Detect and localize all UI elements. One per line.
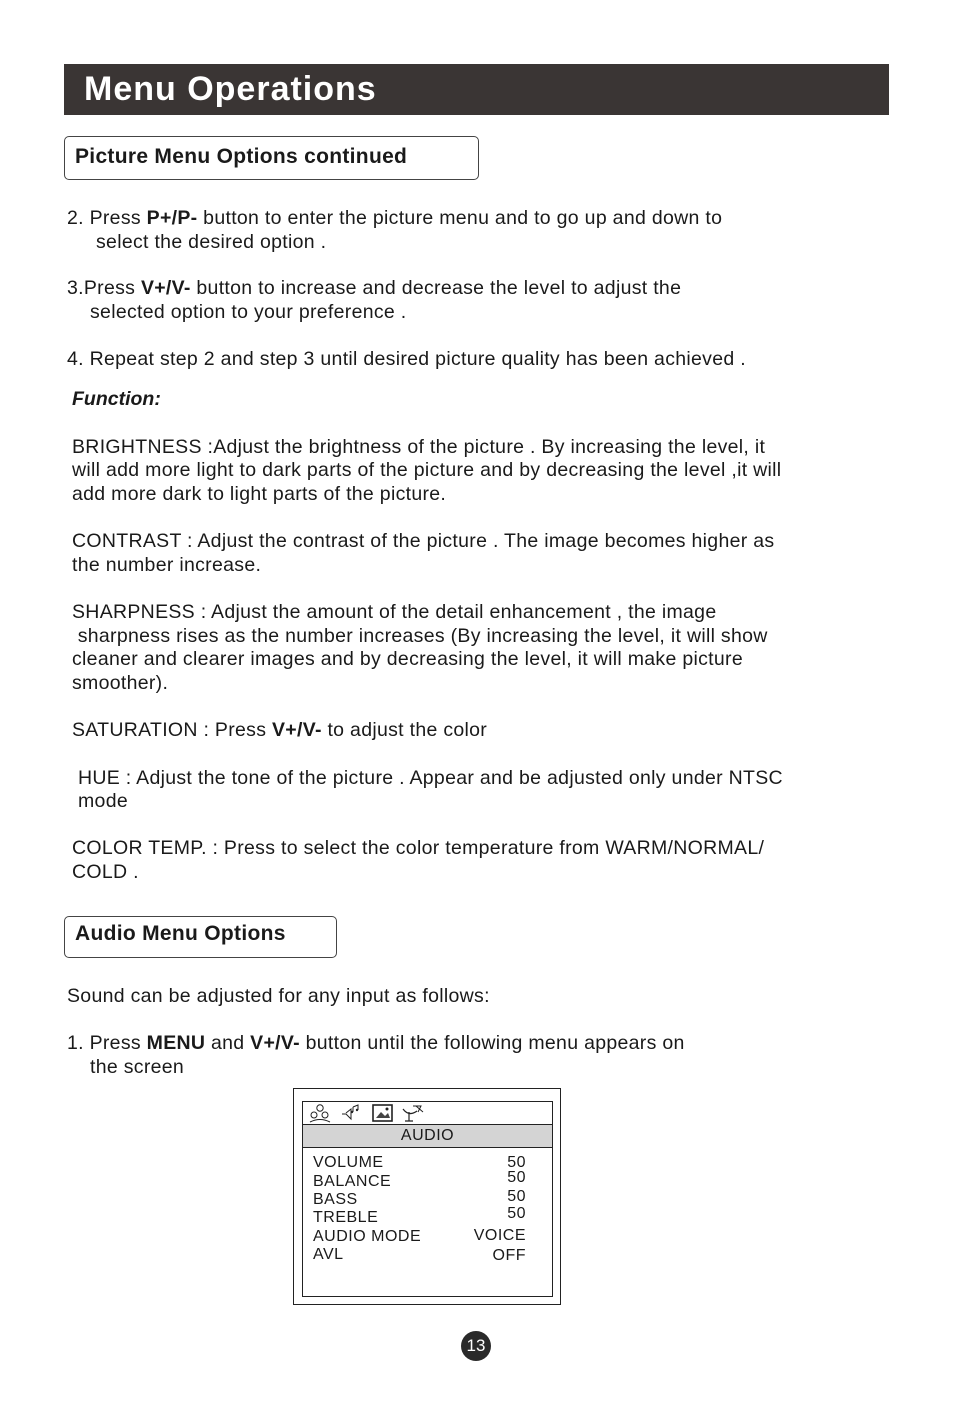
audio-step-1-prefix: 1. Press (67, 1032, 147, 1054)
osd-item-audio-mode-value: VOICE (473, 1227, 526, 1244)
brightness-line-1: BRIGHTNESS :Adjust the brightness of the picture . By increasing the level, it (72, 436, 766, 458)
audio-step-1-key-vol: V+/V- (250, 1032, 300, 1054)
step-3-line-2: selected option to your preference . (90, 301, 407, 323)
osd-item-volume-label: VOLUME (313, 1154, 384, 1171)
audio-step-1-line-2: the screen (90, 1056, 185, 1078)
brightness-line-2: will add more light to dark parts of the picture and by decreasing the level ,it will (72, 459, 782, 481)
contrast-line-1: CONTRAST : Adjust the contrast of the picture . The image becomes higher as (72, 530, 775, 552)
saturation-line (72, 718, 487, 742)
sharpness-line-4: smoother). (72, 672, 169, 694)
step-3-key: V+/V- (140, 277, 191, 299)
osd-item-avl-label: AVL (313, 1246, 344, 1263)
step-3-rest: button to increase and decrease the level to adjust the (190, 277, 682, 299)
saturation-prefix: SATURATION : Press (72, 719, 272, 741)
color-temp-line-1: COLOR TEMP. : Press to select the color temperature from WARM/NORMAL/ (72, 837, 765, 859)
osd-item-treble-label: TREBLE (313, 1209, 379, 1226)
saturation-key: V+/V- (272, 719, 322, 741)
header-banner (64, 64, 889, 115)
page-title: Menu Operations (84, 70, 377, 108)
osd-menu-title: AUDIO (302, 1125, 553, 1147)
audio-step-1-line-1 (67, 1031, 685, 1055)
saturation-rest: to adjust the color (321, 719, 488, 741)
function-label: Function: (72, 388, 161, 410)
osd-item-volume-value: 50 (507, 1154, 526, 1171)
step-2-line-1 (67, 206, 722, 230)
picture-frame-icon (371, 1103, 395, 1123)
page-number: 13 (461, 1331, 491, 1361)
audio-step-1-rest: button until the following menu appears on (299, 1032, 685, 1054)
osd-item-bass-value: 50 (507, 1188, 526, 1205)
osd-item-avl-value: OFF (492, 1247, 526, 1264)
audio-section-heading (64, 916, 337, 958)
contrast-line-2: the number increase. (72, 554, 262, 576)
brightness-line-3: add more dark to light parts of the picture. (72, 483, 447, 505)
sharpness-line-2: sharpness rises as the number increases (By increasing the level, it will show (72, 625, 768, 647)
satellite-dish-icon (401, 1103, 425, 1123)
audio-section-title: Audio Menu Options (75, 922, 286, 945)
osd-audio-menu (293, 1088, 561, 1305)
osd-item-bass-label: BASS (313, 1191, 358, 1208)
audio-step-1-key-menu: MENU (146, 1032, 206, 1054)
osd-item-treble-value: 50 (507, 1205, 526, 1222)
osd-menu-list (302, 1147, 553, 1297)
audio-step-1-mid: and (205, 1032, 251, 1054)
step-3-prefix: 3.Press (67, 277, 141, 299)
osd-item-audio-mode-label: AUDIO MODE (313, 1228, 422, 1245)
osd-item-balance-label: BALANCE (313, 1173, 392, 1190)
color-temp-line-2: COLD . (72, 861, 139, 883)
hue-line-2: mode (78, 790, 128, 812)
sharpness-line-3: cleaner and clearer images and by decreasing the level, it will make picture (72, 648, 743, 670)
speaker-music-icon (339, 1103, 363, 1123)
step-3-line-1 (67, 276, 681, 300)
osd-icon-bar (302, 1101, 553, 1125)
hue-line-1: HUE : Adjust the tone of the picture . Appear and be adjusted only under NTSC (78, 767, 783, 789)
step-2-key: P+/P- (146, 207, 198, 229)
step-2-rest: button to enter the picture menu and to go up and down to (197, 207, 723, 229)
step-4: 4. Repeat step 2 and step 3 until desired picture quality has been achieved . (67, 348, 746, 370)
picture-mode-icon (308, 1103, 332, 1123)
osd-item-balance-value: 50 (507, 1169, 526, 1186)
picture-section-heading (64, 136, 479, 180)
audio-intro: Sound can be adjusted for any input as follows: (67, 985, 490, 1007)
picture-section-title: Picture Menu Options continued (75, 145, 408, 168)
sharpness-line-1: SHARPNESS : Adjust the amount of the detail enhancement , the image (72, 601, 717, 623)
step-2-line-2: select the desired option . (96, 231, 327, 253)
step-2-prefix: 2. Press (67, 207, 147, 229)
